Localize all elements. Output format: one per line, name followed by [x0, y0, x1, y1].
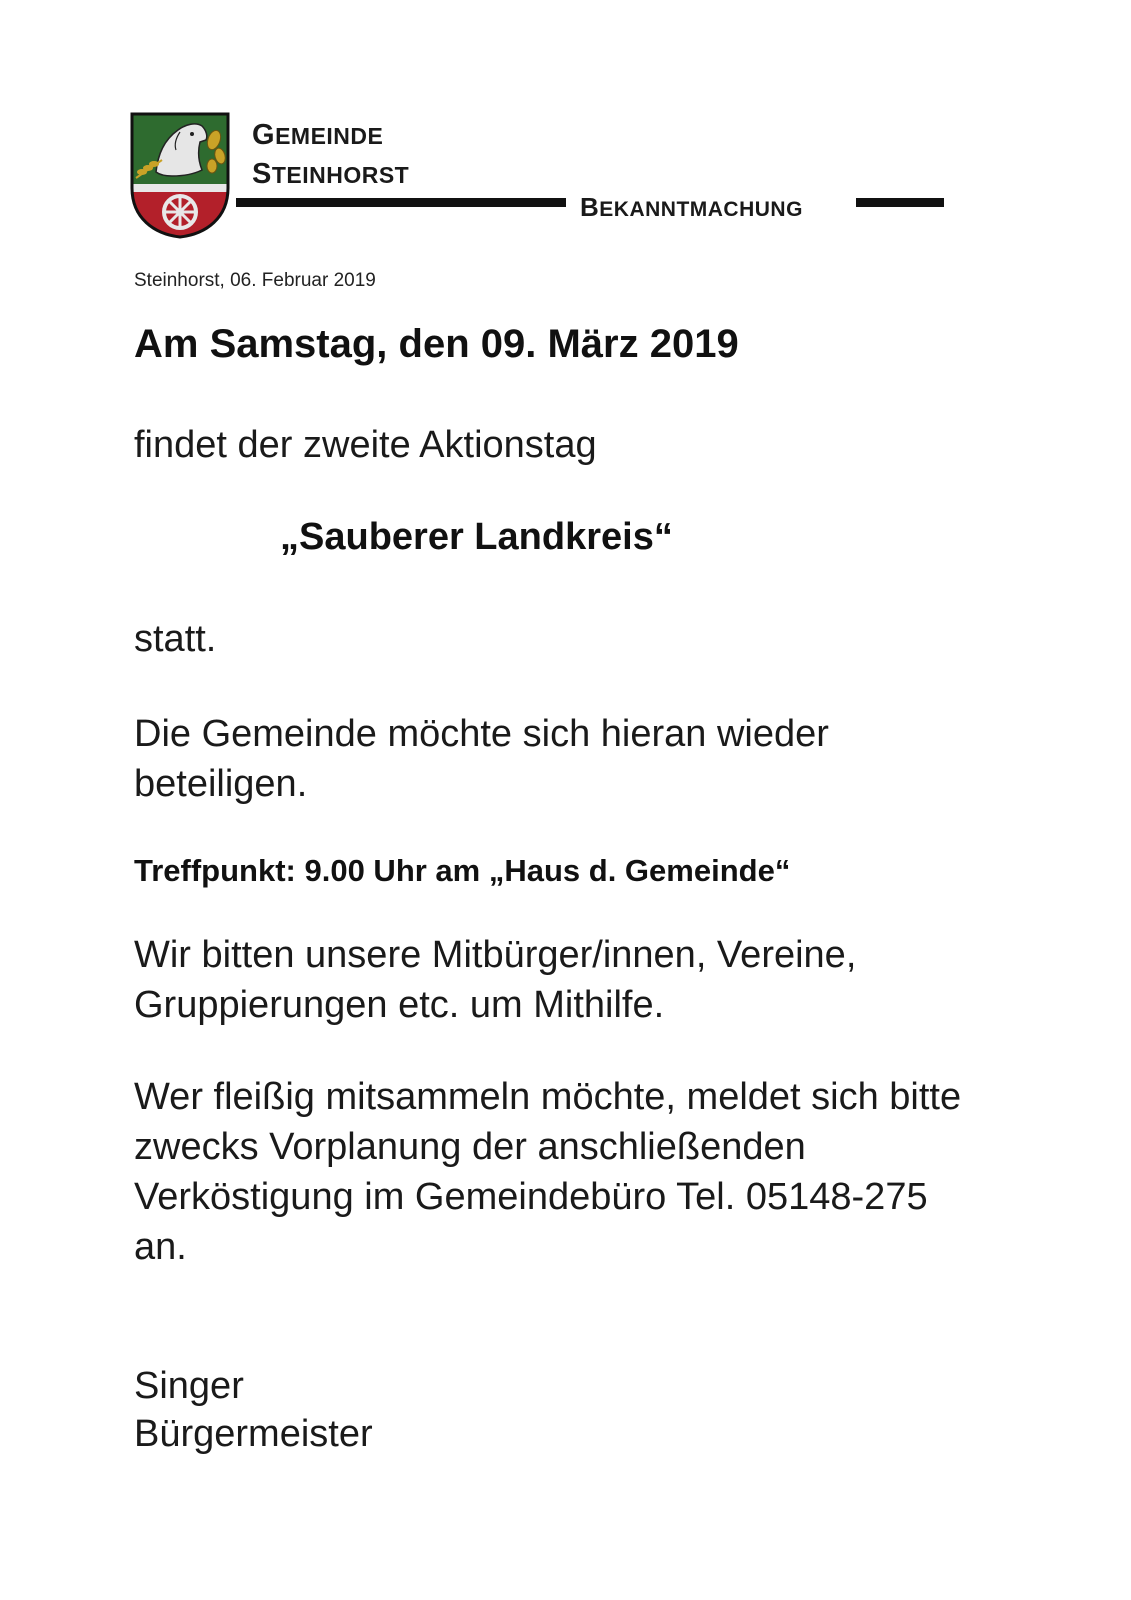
signature-block	[134, 1362, 373, 1458]
intro-text: findet der zweite Aktionstag	[134, 424, 597, 466]
coat-of-arms-icon	[128, 110, 232, 240]
organization-name-line-2: STEINHORST	[252, 158, 410, 190]
registration-text: Wer fleißig mitsammeln möchte, meldet sich bitte zwecks Vorplanung der anschließenden Verköstigung im Gemeindebüro Tel. 05148-275 an.	[134, 1076, 962, 1268]
event-date-headline: Am Samstag, den 09. März 2019	[134, 322, 739, 366]
document-type-label: BEKANNTMACHUNG	[580, 192, 803, 222]
event-title: „Sauberer Landkreis“	[280, 516, 673, 558]
header-rule-right	[856, 198, 944, 207]
meeting-point: Treffpunkt: 9.00 Uhr am „Haus d. Gemeinde“	[134, 853, 791, 888]
organization-name-line-1: GEMEINDE	[252, 119, 384, 151]
signatory-name: Singer	[134, 1365, 244, 1407]
organization-name	[252, 116, 409, 194]
header-rule-left	[236, 198, 566, 207]
participation-text: Die Gemeinde möchte sich hieran wieder beteiligen.	[134, 713, 829, 805]
signatory-title: Bürgermeister	[134, 1413, 373, 1455]
dateline: Steinhorst, 06. Februar 2019	[134, 270, 376, 291]
statt-text: statt.	[134, 618, 217, 660]
appeal-text: Wir bitten unsere Mitbürger/innen, Vereine, Gruppierungen etc. um Mithilfe.	[134, 934, 857, 1026]
